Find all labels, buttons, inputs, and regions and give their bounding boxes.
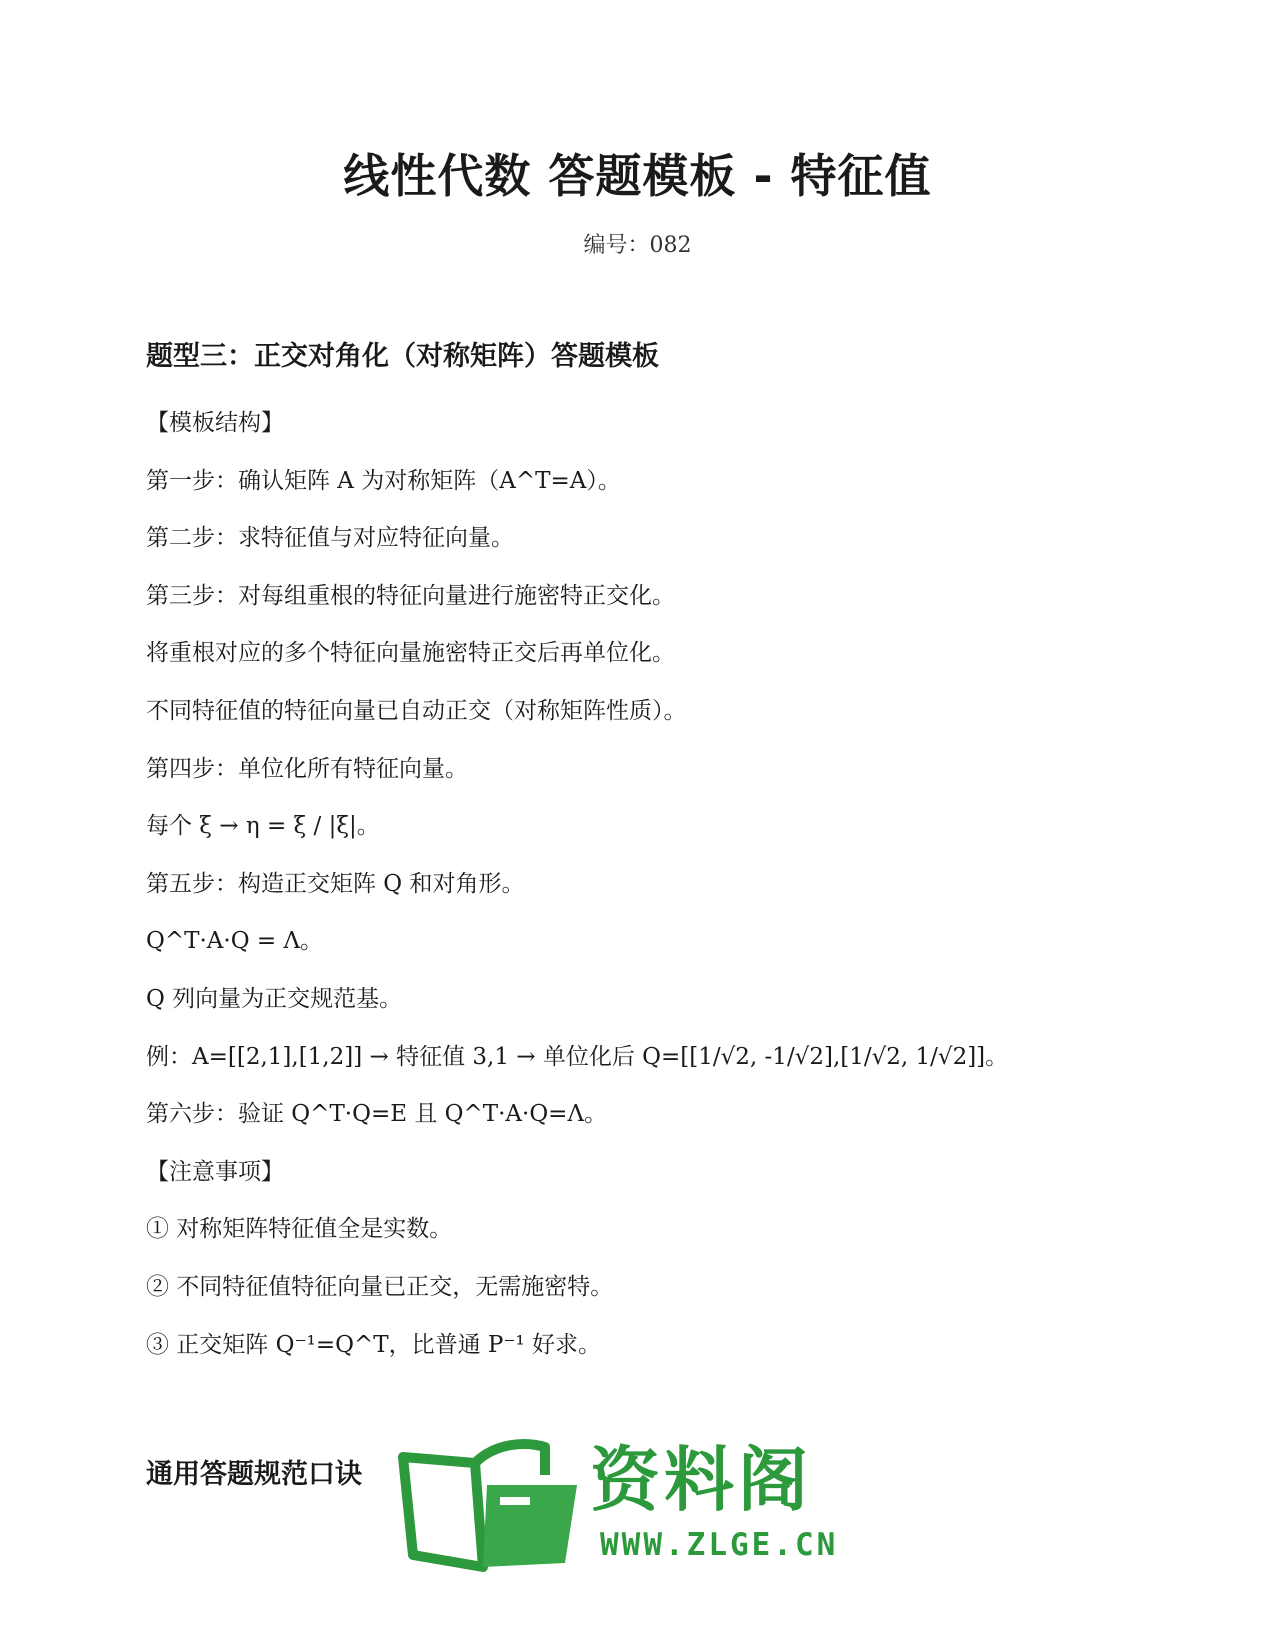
text-line: 第五步：构造正交矩阵 Q 和对角形。 xyxy=(146,870,525,897)
section-heading: 题型三：正交对角化（对称矩阵）答题模板 xyxy=(146,341,659,372)
watermark-url: WWW.ZLGE.CN xyxy=(600,1527,839,1563)
document-number: 编号：082 xyxy=(583,233,692,258)
text-line: 第三步：对每组重根的特征向量进行施密特正交化。 xyxy=(146,582,675,609)
footer-heading: 通用答题规范口诀 xyxy=(146,1459,362,1490)
text-line: Q 列向量为正交规范基。 xyxy=(146,985,403,1012)
text-line: 将重根对应的多个特征向量施密特正交后再单位化。 xyxy=(146,640,675,667)
text-line: ① 对称矩阵特征值全是实数。 xyxy=(146,1216,453,1243)
text-line: 【模板结构】 xyxy=(146,410,284,436)
watermark-logo xyxy=(395,1435,855,1575)
watermark-name: 资料阁 xyxy=(590,1439,812,1521)
text-line: ③ 正交矩阵 Q⁻¹=Q^T，比普通 P⁻¹ 好求。 xyxy=(146,1331,602,1358)
book-icon xyxy=(395,1435,585,1575)
text-line: ② 不同特征值特征向量已正交，无需施密特。 xyxy=(146,1273,614,1300)
text-line: 第一步：确认矩阵 A 为对称矩阵（A^T=A）。 xyxy=(146,467,621,494)
text-line: 不同特征值的特征向量已自动正交（对称矩阵性质）。 xyxy=(146,697,687,724)
text-line: 每个 ξ → η = ξ / |ξ|。 xyxy=(146,813,380,840)
page-title: 线性代数 答题模板 - 特征值 xyxy=(343,149,932,203)
text-line: 例：A=[[2,1],[1,2]] → 特征值 3,1 → 单位化后 Q=[[1/√2, -1/√2],[1/√2, 1/√2]]。 xyxy=(146,1043,1009,1070)
text-line: 第六步：验证 Q^T·Q=E 且 Q^T·A·Q=Λ。 xyxy=(146,1101,608,1128)
text-line: 【注意事项】 xyxy=(146,1158,284,1185)
text-line: Q^T·A·Q = Λ。 xyxy=(146,928,324,955)
text-line: 第四步：单位化所有特征向量。 xyxy=(146,755,468,782)
text-line: 第二步：求特征值与对应特征向量。 xyxy=(146,525,514,552)
content-lines xyxy=(146,408,1146,1387)
